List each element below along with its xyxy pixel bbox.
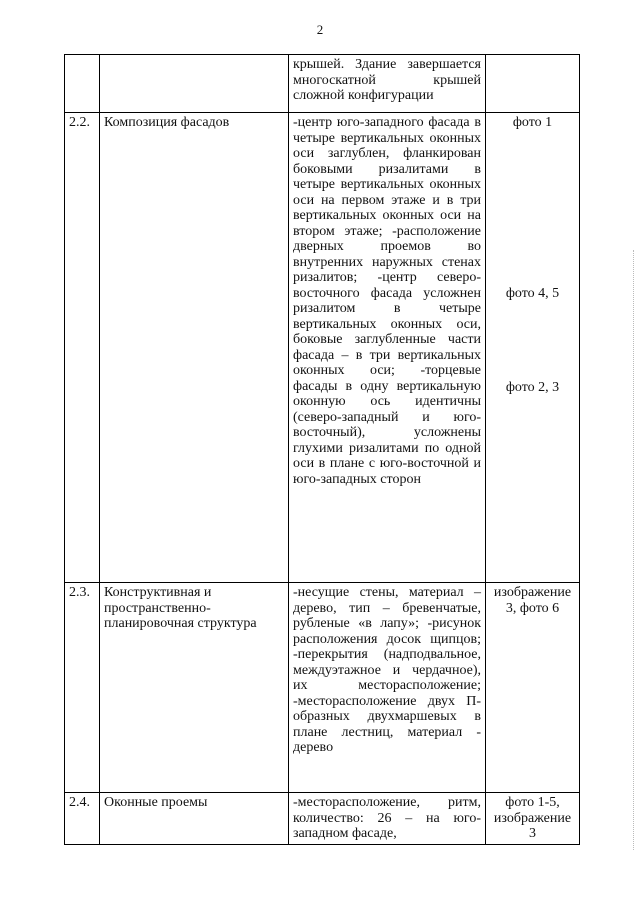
element-description: крышей. Здание завершается многоскатной крышей сложной конфигурации [289,55,486,113]
row-number [65,55,100,113]
row-number: 2.4. [65,793,100,845]
table-row [65,793,580,845]
element-description: -центр юго-западного фасада в четыре вертикальных оконных оси заглублен, фланкирован боковыми ризалитами в четыре вертикальных оконных оси на первом этаже и в три вертикальных оконных оси на втором этаже; -расположение дверных проемов во внутренних наружных стенах ризалитов; -центр северо-восточного фасада усложнен ризалитом в четыре вертикальных оконных оси, боковые заглубленные части фасада – в три вертикальных оконных оси; -торцевые фасады в одну вертикальную оконную ось идентичны (северо-западный и юго-восточный), усложнены глухими ризалитами по одной оси в плане с юго-восточной и юго-западных сторон [289,113,486,583]
ref-item: фото 2, 3 [505,380,560,395]
ref-item: фото 4, 5 [505,285,560,301]
table-row [65,55,580,113]
illustration-refs [486,55,580,113]
element-name: Оконные проемы [100,793,289,845]
scan-edge-divider [632,250,634,850]
table-row [65,583,580,793]
illustration-refs [486,583,580,793]
element-name: Композиция фасадов [100,113,289,583]
ref-item: фото 1 [512,115,553,130]
page-number: 2 [316,22,324,37]
element-description: -несущие стены, материал – дерево, тип – бревенчатые, рубленые «в лапу»; -рисунок расположения досок щипцов; -перекрытия (надподвальное, междуэтажное и чердачное), их месторасположение; -месторасположение двух П-образных двухмаршевых в плане лестниц, материал - дерево [289,583,486,793]
illustration-refs [486,113,580,583]
element-name: Конструктивная и пространственно-планировочная структура [100,583,289,793]
ref-item: изображение 3, фото 6 [493,585,572,616]
heritage-elements-table [64,54,580,845]
element-name [100,55,289,113]
illustration-refs [486,793,580,845]
ref-item: фото 1-5, изображение 3 [493,795,572,841]
row-number: 2.3. [65,583,100,793]
table-row [65,113,580,583]
element-description: -месторасположение, ритм, количество: 26 – на юго-западном фасаде, [289,793,486,845]
row-number: 2.2. [65,113,100,583]
